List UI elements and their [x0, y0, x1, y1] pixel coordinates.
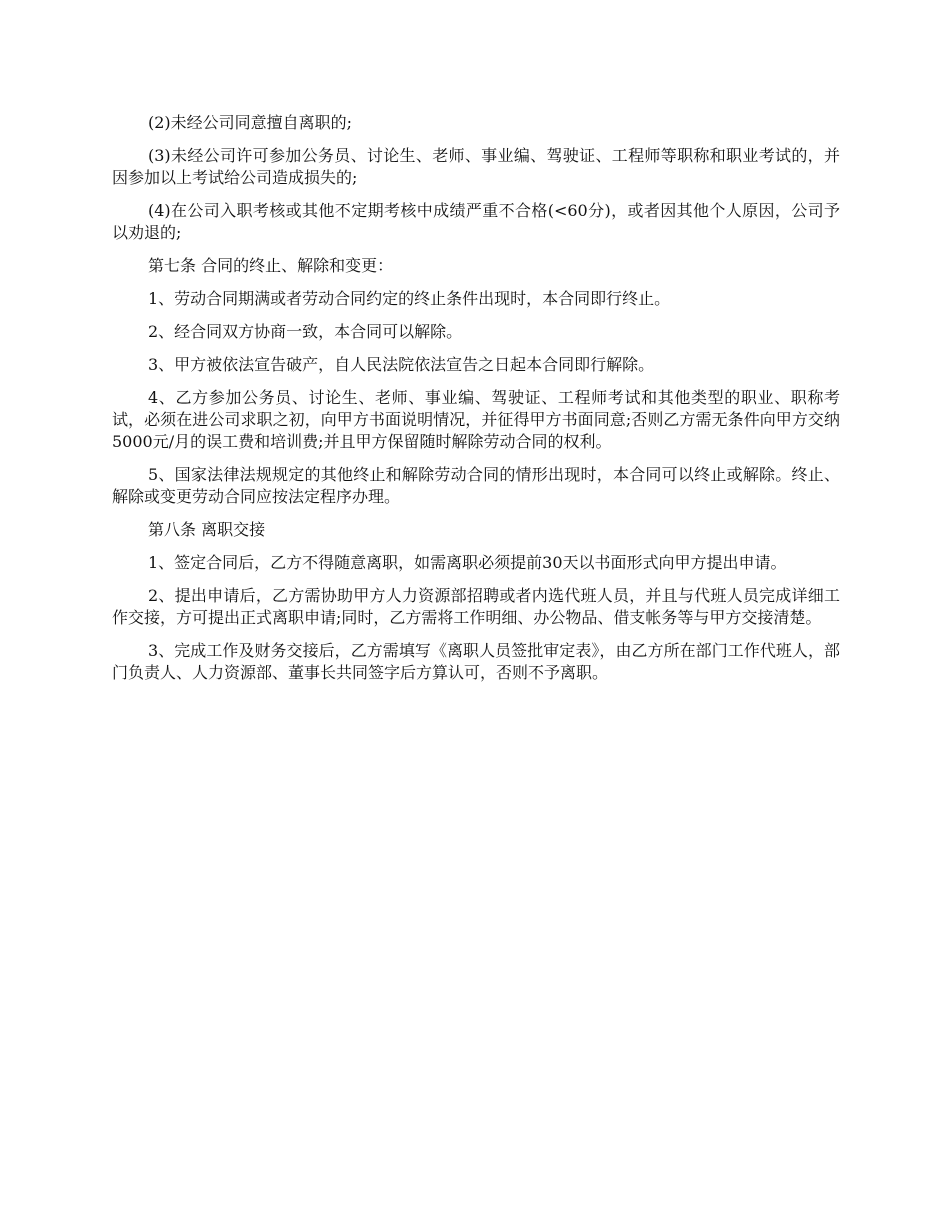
article-8-item-2: 2、提出申请后，乙方需协助甲方人力资源部招聘或者内选代班人员，并且与代班人员完成详细工作交接，方可提出正式离职申请;同时，乙方需将工作明细、办公物品、借支帐务等与甲方交接清楚。 — [112, 586, 840, 627]
article-7-item-2: 2、经合同双方协商一致，本合同可以解除。 — [148, 322, 463, 341]
article-7-item-3: 3、甲方被依法宣告破产，自人民法院依法宣告之日起本合同即行解除。 — [148, 355, 655, 374]
article-7-heading: 第七条 合同的终止、解除和变更： — [148, 256, 394, 275]
article-7-item-5: 5、国家法律法规规定的其他终止和解除劳动合同的情形出现时，本合同可以终止或解除。终止、解除或变更劳动合同应按法定程序办理。 — [112, 465, 840, 506]
article-8-heading: 第八条 离职交接 — [148, 520, 266, 539]
document-page — [112, 112, 840, 695]
clause-4-failed-assessment: (4)在公司入职考核或其他不定期考核中成绩严重不合格(<60分)，或者因其他个人原因，公司予以劝退的; — [112, 201, 840, 242]
clause-3-unauthorized-exams: (3)未经公司许可参加公务员、讨论生、老师、事业编、驾驶证、工程师等职称和职业考试的，并因参加以上考试给公司造成损失的; — [112, 146, 840, 187]
article-8-item-3: 3、完成工作及财务交接后，乙方需填写《离职人员签批审定表》，由乙方所在部门工作代班人，部门负责人、人力资源部、董事长共同签字后方算认可，否则不予离职。 — [112, 641, 840, 682]
clause-2-unauthorized-resignation: (2)未经公司同意擅自离职的; — [148, 113, 353, 132]
article-8-item-1: 1、签定合同后，乙方不得随意离职，如需离职必须提前30天以书面形式向甲方提出申请。 — [148, 553, 787, 572]
article-7-item-4: 4、乙方参加公务员、讨论生、老师、事业编、驾驶证、工程师考试和其他类型的职业、职称考试，必须在进公司求职之初，向甲方书面说明情况，并征得甲方书面同意;否则乙方需无条件向甲方交纳5000元/月的误工费和培训费;并且甲方保留随时解除劳动合同的权利。 — [112, 388, 840, 451]
article-7-item-1: 1、劳动合同期满或者劳动合同约定的终止条件出现时，本合同即行终止。 — [148, 289, 671, 308]
